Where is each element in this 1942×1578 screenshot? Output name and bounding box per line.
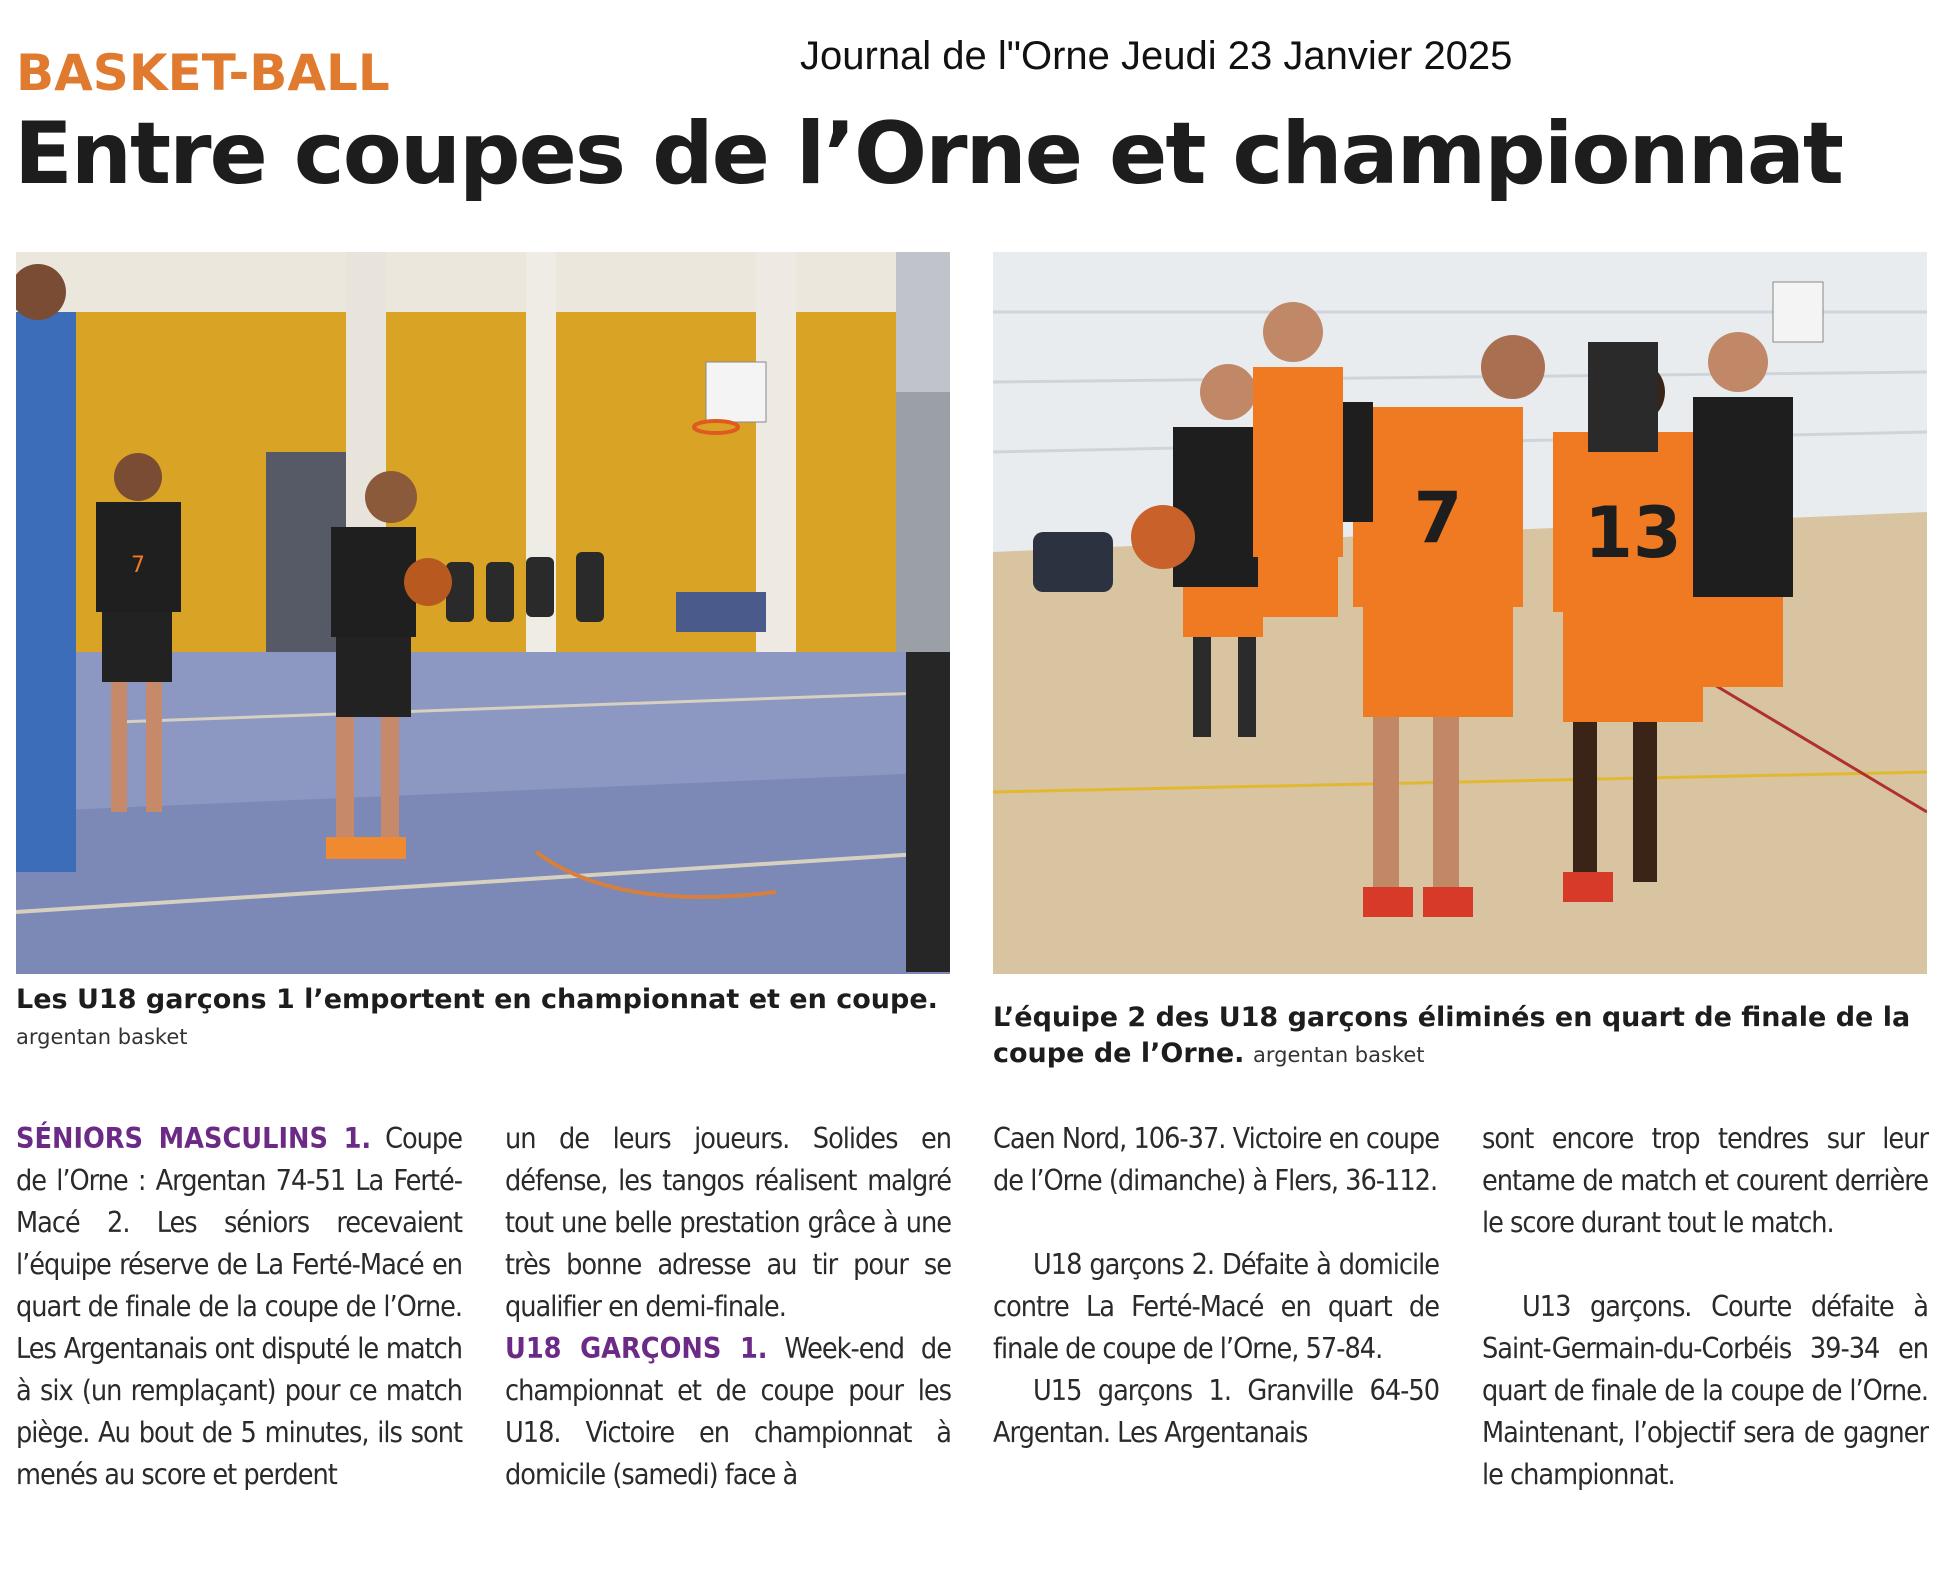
article-paragraph: Caen Nord, 106-37. Victoire en coupe de l’Orne (dimanche) à Flers, 36-112. — [993, 1122, 1439, 1197]
article-paragraph: un de leurs joueurs. Solides en défense, les tangos réalisent malgré tout une belle prestation grâce à une très bonne adresse au tir pour se qualifier en demi-finale. — [505, 1122, 951, 1323]
section-lead-u18-1: U18 GARÇONS 1. — [505, 1332, 768, 1365]
article-headline: Entre coupes de l’Orne et championnat — [14, 104, 1842, 204]
photo-credit: argentan basket — [1253, 1043, 1425, 1067]
article-paragraph: U18 garçons 2. Défaite à domicile contre La Ferté-Macé en quart de finale de coupe de l’Orne, 57-84. — [993, 1248, 1439, 1365]
section-kicker: BASKET-BALL — [16, 44, 390, 102]
article-column-3 — [993, 1118, 1439, 1454]
photo-u18-team2-huddle — [993, 252, 1927, 974]
newspaper-source-line: Journal de l"Orne Jeudi 23 Janvier 2025 — [800, 34, 1513, 78]
article-paragraph: U13 garçons. Courte défaite à Saint-Germain-du-Corbéis 39-34 en quart de finale de la coupe de l’Orne. Maintenant, l’objectif sera de gagner le championnat. — [1482, 1290, 1928, 1491]
paragraph-text: Coupe de l’Orne : Argentan 74-51 La Ferté-Macé 2. Les séniors recevaient l’équipe réserve de La Ferté-Macé en quart de finale de la coupe de l’Orne. Les Argentanais ont disputé le match à six (un remplaçant) pour ce match piège. Au bout de 5 minutes, ils sont menés au score et perdent — [16, 1122, 462, 1491]
caption-text: L’équipe 2 des U18 garçons éliminés en quart de finale de la coupe de l’Orne. — [993, 1002, 1911, 1069]
article-column-2 — [505, 1118, 951, 1496]
photo-caption-1 — [16, 982, 946, 1055]
article-column-1 — [16, 1118, 462, 1496]
article-paragraph: U15 garçons 1. Granville 64-50 Argentan. Les Argentanais — [993, 1374, 1439, 1449]
paragraph-text: Week-end de championnat et de coupe pour les U18. Victoire en championnat à domicile (samedi) face à — [505, 1332, 951, 1491]
photo-credit: argentan basket — [16, 1025, 188, 1049]
jersey-number: 7 — [131, 553, 145, 578]
photo-caption-2 — [993, 1000, 1927, 1073]
section-lead-seniors: SÉNIORS MASCULINS 1. — [16, 1122, 372, 1155]
jersey-number: 13 — [1584, 492, 1682, 574]
article-paragraph — [16, 1118, 462, 1496]
caption-text: Les U18 garçons 1 l’emportent en championnat et en coupe. — [16, 984, 938, 1015]
article-paragraph — [505, 1328, 951, 1496]
article-paragraph: sont encore trop tendres sur leur entame de match et courent derrière le score durant tout le match. — [1482, 1122, 1928, 1239]
jersey-number: 7 — [1413, 477, 1463, 559]
photo-u18-team1-free-throw — [16, 252, 950, 974]
article-column-4 — [1482, 1118, 1928, 1496]
